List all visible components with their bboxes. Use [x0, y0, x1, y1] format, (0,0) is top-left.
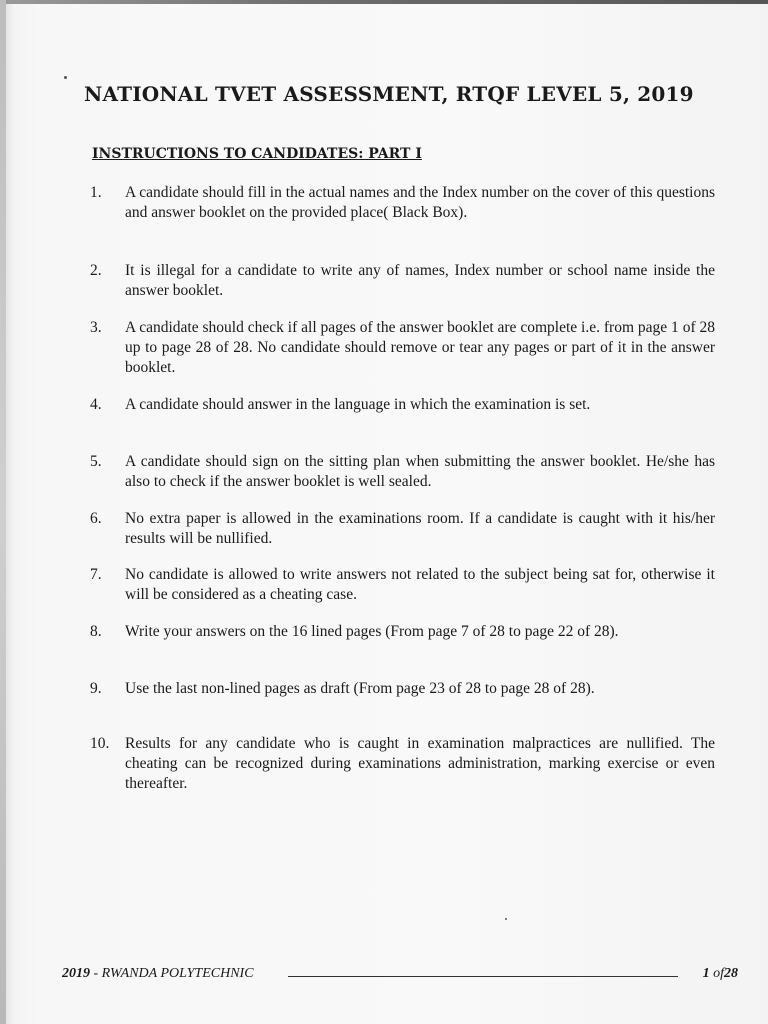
page-number — [703, 966, 738, 982]
footer-separator: - — [90, 966, 102, 981]
item-number: 6. — [90, 510, 102, 527]
page-footer — [60, 966, 740, 986]
item-text: Results for any candidate who is caught in examination malpractices are nullified. The cheating can be recognized during examinations administration, marking exercise or even thereafter. — [125, 735, 715, 792]
item-text: It is illegal for a candidate to write any of names, Index number or school name inside the answer booklet. — [125, 262, 715, 299]
item-number: 4. — [90, 396, 102, 413]
footer-institution: RWANDA POLYTECHNIC — [101, 966, 254, 981]
item-number: 3. — [90, 319, 102, 336]
item-text: No candidate is allowed to write answers not related to the subject being sat for, otherwise it will be considered as a cheating case. — [125, 566, 715, 603]
page-of: of — [713, 966, 724, 981]
item-text: Use the last non-lined pages as draft (From page 23 of 28 to page 28 of 28). — [125, 680, 595, 697]
item-text: A candidate should answer in the language in which the examination is set. — [125, 396, 591, 413]
page-total: 28 — [724, 966, 738, 981]
item-number: 1. — [90, 184, 102, 201]
item-text: A candidate should sign on the sitting plan when submitting the answer booklet. He/she has also to check if the answer booklet is well sealed. — [125, 453, 715, 490]
page-current: 1 — [702, 966, 710, 981]
footer-institution-label — [62, 966, 254, 982]
footer-rule — [288, 976, 678, 977]
item-number: 10. — [90, 735, 110, 752]
item-text: Write your answers on the 16 lined pages (From page 7 of 28 to page 22 of 28). — [125, 623, 619, 640]
scan-speck — [505, 918, 507, 920]
page-top-edge — [0, 0, 768, 4]
instructions-heading: INSTRUCTIONS TO CANDIDATES: PART I — [92, 146, 422, 162]
item-number: 7. — [90, 566, 102, 583]
scan-speck — [64, 76, 67, 79]
item-text: A candidate should fill in the actual names and the Index number on the cover of this questions and answer booklet on the provided place( Black Box). — [125, 184, 715, 221]
footer-year: 2019 — [62, 966, 90, 981]
item-number: 9. — [90, 680, 102, 697]
item-number: 2. — [90, 262, 102, 279]
item-text: No extra paper is allowed in the examinations room. If a candidate is caught with it his/her results will be nullified. — [125, 510, 715, 547]
page-left-edge — [0, 0, 6, 1024]
page-title: NATIONAL TVET ASSESSMENT, RTQF LEVEL 5, 2019 — [84, 82, 694, 106]
item-text: A candidate should check if all pages of the answer booklet are complete i.e. from page 1 of 28 up to page 28 of 28. No candidate should remove or tear any pages or part of it in the answer booklet. — [125, 319, 715, 376]
item-number: 5. — [90, 453, 102, 470]
item-number: 8. — [90, 623, 102, 640]
